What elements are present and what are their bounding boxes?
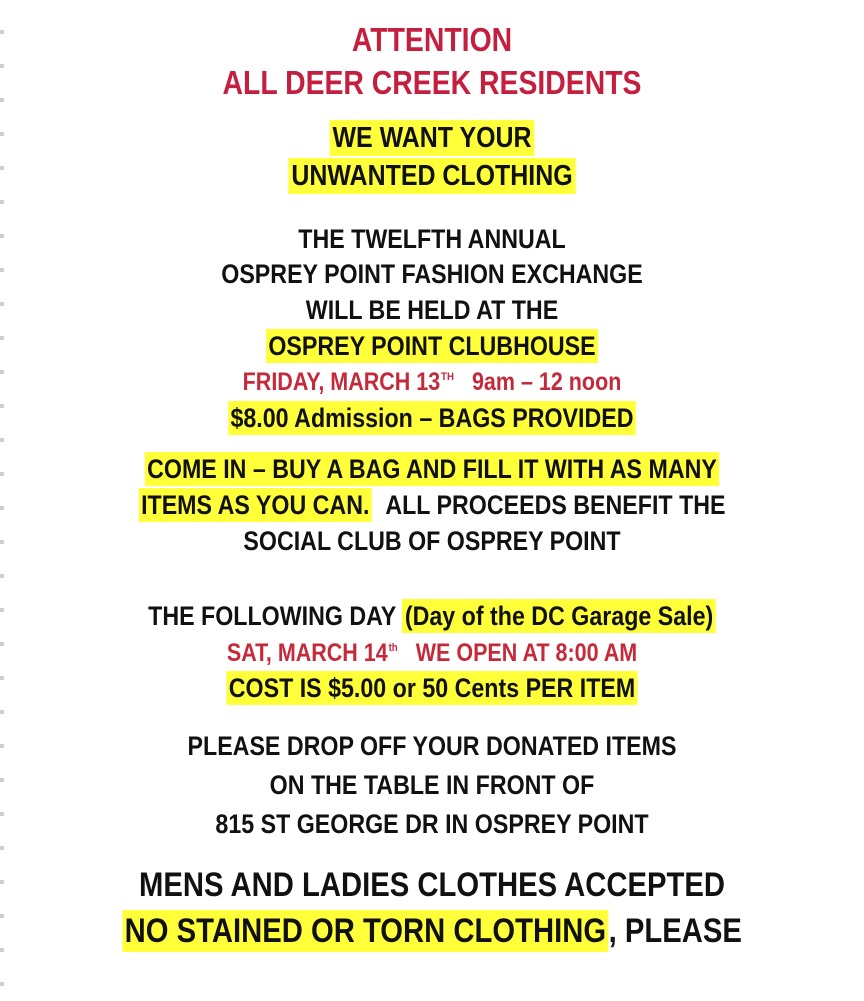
- event-admission: [60, 405, 803, 432]
- event-admission-text: $8.00 Admission – BAGS PROVIDED: [228, 401, 636, 435]
- dropoff-line3: [60, 811, 803, 838]
- following-open: WE OPEN AT 8:00 AM: [415, 639, 638, 667]
- event-line1: [60, 226, 803, 253]
- header-line2: ALL DEER CREEK RESIDENTS: [222, 64, 642, 101]
- dropoff-line2-text: ON THE TABLE IN FRONT OF: [269, 770, 595, 800]
- details-line2-rest: ALL PROCEEDS BENEFIT THE: [385, 490, 726, 520]
- details-line3-text: SOCIAL CLUB OF OSPREY POINT: [243, 526, 621, 556]
- want-line1: [60, 124, 803, 153]
- scan-edge: [0, 0, 4, 1001]
- want-line2: [60, 162, 803, 191]
- event-line1-text: THE TWELFTH ANNUAL: [298, 224, 566, 254]
- header-residents: [60, 66, 803, 99]
- want-line1-text: WE WANT YOUR: [330, 120, 534, 156]
- dropoff-line2: [60, 772, 803, 799]
- header-line1: ATTENTION: [351, 21, 513, 58]
- footer-line2-highlight: NO STAINED OR TORN CLOTHING: [122, 910, 609, 952]
- dropoff-line1-text: PLEASE DROP OFF YOUR DONATED ITEMS: [187, 731, 677, 761]
- following-line1-plain: THE FOLLOWING DAY: [148, 601, 396, 631]
- footer-line2: [60, 914, 803, 948]
- event-date-prefix: FRIDAY, MARCH 13: [242, 368, 441, 396]
- event-line3-text: WILL BE HELD AT THE: [305, 295, 559, 325]
- event-line3: [60, 297, 803, 324]
- event-date: [60, 370, 803, 395]
- following-date: [60, 641, 803, 666]
- event-venue-text: OSPREY POINT CLUBHOUSE: [266, 329, 598, 363]
- want-line2-text: UNWANTED CLOTHING: [289, 158, 575, 194]
- header-attention: [60, 23, 803, 56]
- details-line3: [60, 528, 803, 555]
- event-venue: [60, 333, 803, 360]
- following-date-suffix: th: [388, 641, 398, 654]
- event-line2: [60, 261, 803, 288]
- details-line1: [60, 456, 803, 483]
- footer-line1-text: MENS AND LADIES CLOTHES ACCEPTED: [139, 866, 725, 904]
- event-time: 9am – 12 noon: [471, 368, 622, 396]
- following-line1-highlight: (Day of the DC Garage Sale): [402, 599, 716, 633]
- dropoff-line3-text: 815 ST GEORGE DR IN OSPREY POINT: [215, 809, 649, 839]
- details-line2: [60, 492, 803, 519]
- dropoff-line1: [60, 733, 803, 760]
- event-date-suffix: TH: [441, 370, 454, 383]
- following-cost: [60, 675, 803, 702]
- details-line1-text: COME IN – BUY A BAG AND FILL IT WITH AS MANY: [145, 452, 720, 486]
- following-line1: [60, 603, 803, 630]
- footer-line2-rest: , PLEASE: [608, 912, 742, 950]
- following-cost-text: COST IS $5.00 or 50 Cents PER ITEM: [226, 671, 638, 705]
- footer-line1: [60, 868, 803, 902]
- event-line2-text: OSPREY POINT FASHION EXCHANGE: [221, 259, 643, 289]
- details-line2-highlight: ITEMS AS YOU CAN.: [138, 488, 372, 522]
- following-date-prefix: SAT, MARCH 14: [226, 639, 388, 667]
